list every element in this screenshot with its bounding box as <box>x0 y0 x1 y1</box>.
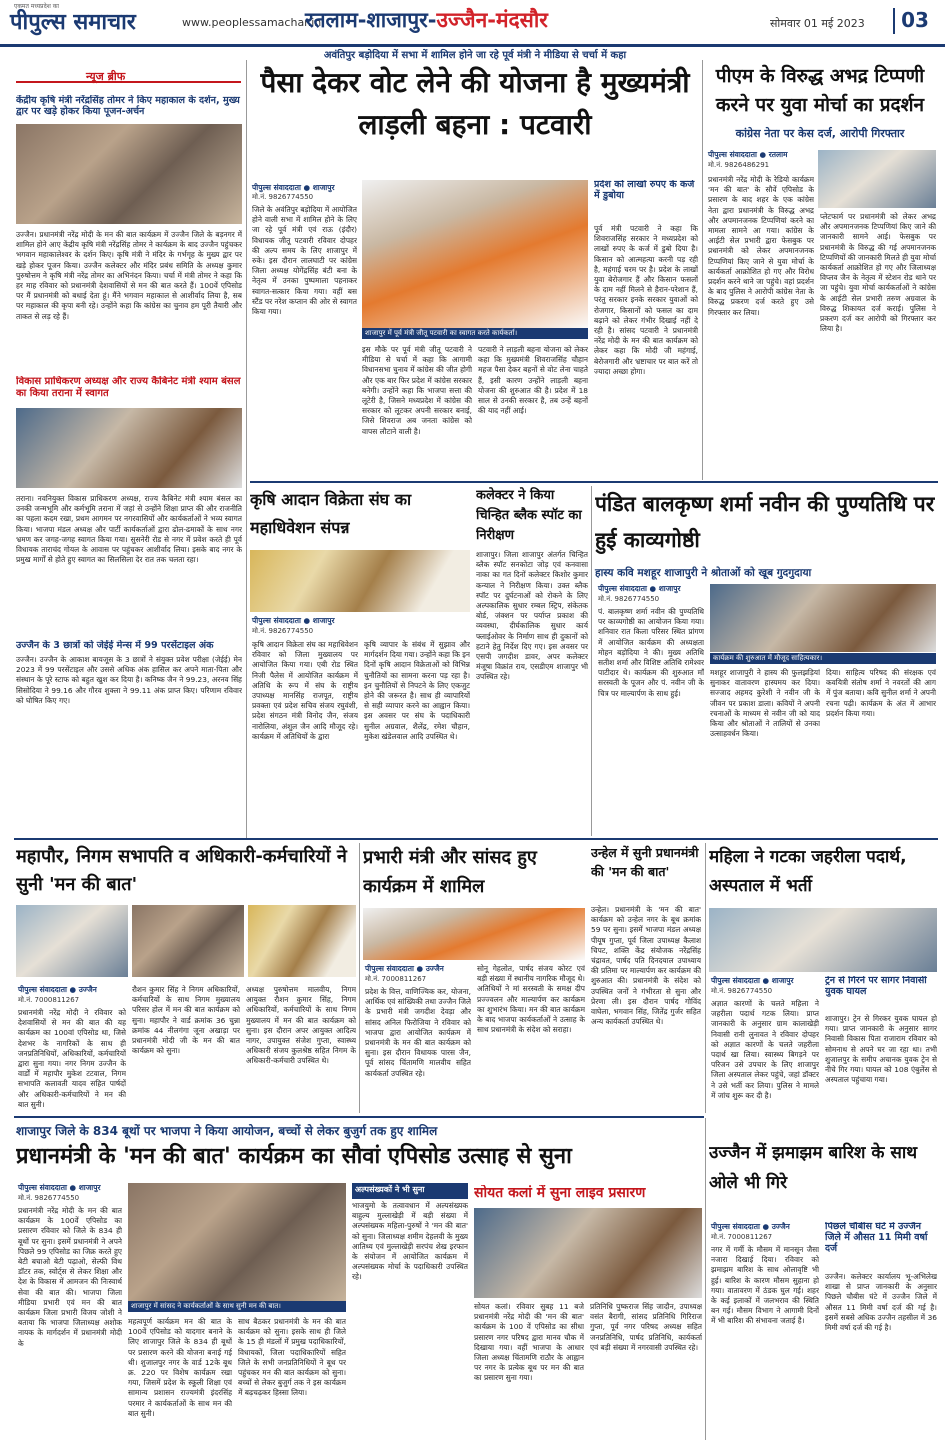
lead-photo-caption: शाजापुर में पूर्व मंत्री जीतू पटवारी का स्वागत करते कार्यकर्ता। <box>362 328 588 339</box>
mahila-story-1: अज्ञात कारणों के चलते महिला ने जहरीला पदार्थ गटक लिया। प्राप्त जानकारी के अनुसार ग्राम कालाखेड़ी निवासी रानी लुनावत ने रविवार दोपहर को अज्ञात कारणों के चलते जहरीला पदार्थ खा लिया। स्वास्थ्य बिगड़ने पर परिजन उसे उपचार के लिए शाजापुर जिला अस्पताल लेकर पहुंचे, जहां डॉक्टर ने उसे भर्ती कर लिया। पुलिस ने मामले में जांच शुरू कर दी है। <box>711 999 819 1100</box>
brief-headline-3[interactable]: उज्जैन के 3 छात्रों को जेईई मेन्स में 99 परसेंटाइल अंक <box>16 640 214 651</box>
mahila-phone: मो.नं. 9826774550 <box>711 987 773 995</box>
pandit-photo-caption: कार्यक्रम की शुरुआत में मौजूद साहित्यकार। <box>710 653 936 664</box>
soyat-story-2: प्रतिनिधि पुष्कराज सिंह जादौन, उपाध्यक्ष वसंत बैरागी, सांसद प्रतिनिधि गिरिराज गुप्ता, पूर्व नगर परिषद अध्यक्ष सहित जनप्रतिनिधि, पार्षद प्रतिनिधि, कार्यकर्ता एवं बड़ी संख्या में नगरवासी उपस्थित रहे। <box>590 1302 702 1352</box>
unhel-story: उन्हेल। प्रधानमंत्री के 'मन की बात' कार्यक्रम को उन्हेल नगर के बूथ क्रमांक 59 पर सुना। इसमें भाजपा मंडल अध्यक्ष पीयूष गुप्ता, पूर्व जिला उपाध्यक्ष कैलाश चिपट, शक्ति केंद्र संयोजक नरेंद्रसिंह चंद्रावत, पार्षद पति दिनदयाल उपाध्याय की प्रतिमा पर माल्यार्पण कर कार्यक्रम की शुरुआत की। प्रधानमंत्री के संदेश को उपस्थित जनों ने गंभीरता से सुना और प्रेरणा ली। इस दौरान पार्षद गोविंद वाघेला, भगवान सिंह, जितेंद्र गुर्जर सहित अन्य कार्यकर्ता उपस्थित थे। <box>591 905 701 1027</box>
lead-sidebar-story: पूर्व मंत्री पटवारी ने कहा कि शिवराजसिंह सरकार ने मध्यप्रदेश को लाखों रुपए के कर्ज में डुबो दिया है। किसान को आत्महत्या करनी पड़ रही है, महंगाई चरम पर है। प्रदेश के लाखों युवा बेरोजगार हैं और किसान फसलों के दाम नहीं मिलने से हैरान-परेशान हैं, परंतु सरकार इनके सरकार युवाओं को रोजगार, किसानों को फसल का दाम बढ़ाने को लेकर गंभीर दिखाई नहीं दे रही है। सांसद पटवारी ने प्रधानमंत्री नरेंद्र मोदी के मन की बात कार्यक्रम को लेकर कहा कि मोदी जी महंगाई, बेरोजगारी और भ्रष्टाचार पर बात करें तो ज्यादा अच्छा होगा। <box>594 224 698 376</box>
krishi-headline[interactable]: कृषि आदान विक्रेता संघ का महाधिवेशन संपन्न <box>250 490 412 537</box>
shajapur-kicker: शाजापुर जिले के 834 बूथों पर भाजपा ने किया आयोजन, बच्चों से लेकर बुजुर्ग तक हुए शामिल <box>16 1124 438 1138</box>
lead-phone: मो.नं. 9826774550 <box>252 193 314 201</box>
website-url[interactable]: www.peoplessamachar.in <box>182 16 322 29</box>
brief-photo-2 <box>16 408 242 488</box>
lead-byline: पीपुल्स संवाददाता ● शाजापुर <box>252 183 335 192</box>
brief-headline-1[interactable]: केंद्रीय कृषि मंत्री नरेंद्रसिंह तोमर ने किए महाकाल के दर्शन, मुख्य द्वार पर खड़े होकर किया पूजन-अर्चन <box>16 95 240 118</box>
pandit-story-1: पं. बालकृष्ण शर्मा नवीन की पुण्यतिथि पर काव्यगोष्ठी का आयोजन किया गया। शनिवार रात किला परिसर स्थित प्रांगण में आयोजित कार्यक्रम की अध्यक्षता मोहन बड़ोदिया ने की। मुख्य अतिथि सतीश शर्मा और विशिष्ट अतिथि रामेश्वर पाटीदार थे। कार्यक्रम की शुरुआत माँ सरस्वती के पूजन और पं. नवीन जी के चित्र पर माल्यार्पण के साथ हुई। <box>598 607 704 698</box>
collector-story: शाजापुर। जिला शाजापुर अंतर्गत चिन्हित ब्लैक स्पॉट सनकोटा जोड़ एवं कनवासा नाका का गत दिनों कलेक्टर किशोर कुमार कन्याल ने निरीक्षण किया। उक्त ब्लैक स्पॉट पर दुर्घटनाओं को रोकने के लिए अल्पकालिक सुधार रम्बल स्ट्रिप, संकेतक बोर्ड, जंक्शन पर पर्याप्त प्रकाश की व्यवस्था, दीर्घकालिक सुधार कार्य फ्लाईओवर के निर्माण साथ ही दुकानों को हटाने हेतु निर्देश दिए गए। इस अवसर पर एसपी जगदीश डावर, अपर कलेक्टर मंजूषा विक्रांत राय, एसडीएम शाजापुर भी उपस्थित रहे। <box>476 550 588 682</box>
mahapaur-story-1: प्रधानमंत्री नरेंद्र मोदी ने रविवार को देशवासियों से मन की बात की यह कार्यक्रम का 100वां एपिसोड था, जिसे देशभर के नागरिकों के साथ ही जनप्रतिनिधियों, अधिकारियों, कर्मचारियों द्वारा सुना गया। नगर निगम उज्जैन के वार्डों में महापौर मुकेश टटवाल, निगम सभापति कलावती यादव सहित पार्षदों और अधिकारी-कर्मचारियों ने मन की बात सुनी। <box>18 1008 126 1109</box>
pandit-story-2: मशहूर शाजापुरी ने हास्य की फुलझड़ियां सुनाकर वातावरण हास्यमय कर दिया। सज्जाद अहमद कुरेशी ने नवीन जी के जीवन पर प्रकाश डाला। कवियों ने अपनी रचनाओं के माध्यम से नवीन जी को याद किया और श्रोताओं ने तालियों से उनका उत्साहवर्धन किया। <box>710 668 820 739</box>
krishi-story-2: कृषि व्यापार के संबंध में सुझाव और मार्गदर्शन दिया गया। उन्होंने कहा कि इन दिनों कृषि आदान विक्रेताओं को विभिन्न चुनौतियों का सामना करना पड़ रहा है। इन चुनौतियों से निपटने के लिए एकजुट होने की जरूरत है। साथ ही व्यापारियों से सही व्यापार करने का आह्वान किया। इस अवसर पर संघ के पदाधिकारी सुनील अग्रवाल, शैलेंद्र, रमेश चौहान, मुकेश खंडेलवाल आदि उपस्थित थे। <box>364 640 470 741</box>
pandit-photo <box>710 584 936 652</box>
pm-story-2: प्लेटफार्म पर प्रधानमंत्री को लेकर अभद्र और अपमानजनक टिप्पणियां किए जाने की जानकारी सामने आई। फेसबुक पर प्रधानमंत्री के विरुद्ध की गई अपमानजनक टिप्पणियों की जानकारी मिलते ही युवा मोर्चा कार्यकर्ता आक्रोशित हो गए और जिलाध्यक्ष विप्लव जैन के नेतृत्व में स्टेशन रोड थाने पर जा पहुंचे। युवा मोर्चा कार्यकर्ताओं ने कांग्रेस के आईटी सेल प्रभारी तरुण अग्रवाल के विरुद्ध शिकायत दर्ज कराई। पुलिस ने प्रकरण दर्ज कर आरोपी को गिरफ्तार कर लिया है। <box>820 212 936 334</box>
edition-date: सोमवार 01 मई 2023 <box>770 17 865 30</box>
region-part-b: उज्जैन-मंदसौर <box>436 8 548 32</box>
train-story: शाजापुर। ट्रेन से गिरकर युवक घायल हो गया। प्राप्त जानकारी के अनुसार सागर निवासी विकास पिता राजाराम रविवार को सोमनाथ से अपने घर जा रहा था। तभी शुजालपुर के समीप अचानक युवक ट्रेन से नीचे गिर गया। घायल को 108 एंबुलेंस से अस्पताल पहुंचाया गया। <box>825 1014 937 1085</box>
brief-story-1: उज्जैन। प्रधानमंत्री नरेंद्र मोदी के मन की बात कार्यक्रम में उज्जैन जिले के बड़नगर में शामिल होने आए केंद्रीय कृषि मंत्री नरेंद्रसिंह तोमर ने कार्यक्रम के बाद उज्जैन पहुंचकर भगवान महाकालेश्वर के दर्शन किए। कृषि मंत्री ने मंदिर के गर्भगृह के मुख्य द्वार पर खड़े होकर पूजन किया। उज्जैन कलेक्टर और मंदिर प्रबंध समिति के अध्यक्ष कुमार पुरुषोत्तम ने कृषि मंत्री नरेंद्र तोमर का अभिनंदन किया। चर्चा में मंत्री तोमर ने कहा कि हर माह रविवार को प्रधानमंत्री देशवासियों से मन की बात करते हैं। 100वें एपिसोड पर मैं प्रधानमंत्री को बधाई देता हूं। मैंने भगवान महाकाल से आशीर्वाद लिया है, सब पर महाकाल की कृपा बनी रहे। उन्होंने कहा कि कांग्रेस का चुनाव हम पूरी तैयारी और ताकत से लड़ रहे हैं। <box>16 230 242 321</box>
prabhari-story-2: सोनू गेहलोत, पार्षद संजय कोरट एवं बड़ी संख्या में स्थानीय नागरिक मौजूद थे। अतिथियों ने मां सरस्वती के समक्ष दीप प्रज्ज्वलन और माल्यार्पण कर कार्यक्रम का शुभारंभ किया। मन की बात कार्यक्रम के बाद भाजपा कार्यकर्ताओं ने उत्साह के साथ प्रधानमंत्री के संदेश को सराहा। <box>477 964 585 1035</box>
prabhari-story-1: प्रदेश के वित्त, वाणिज्यिक कर, योजना, आर्थिक एवं सांख्यिकी तथा उज्जैन जिले के प्रभारी मंत्री जगदीश देवड़ा और सांसद अनिल फिरोजिया ने रविवार को भाजपा द्वारा आयोजित कार्यक्रम में प्रधानमंत्री के मन की बात कार्यक्रम को सुना। इस दौरान विधायक पारस जैन, पूर्व सांसद चिंतामणि मालवीय सहित कार्यकर्ता उपस्थित रहे। <box>365 987 471 1078</box>
lead-column-3: पटवारी ने लाड़ली बहना योजना को लेकर कहा कि मुख्यमंत्री शिवराजसिंह चौहान महज पैसा देकर बहनों से वोट लेना चाहते हैं, इसी कारण उन्होंने लाड़ली बहना योजना की शुरुआत की है। प्रदेश में 18 साल से उनकी सरकार है, तब उन्हें बहनों की याद नहीं आई। <box>478 345 588 416</box>
mahapaur-headline[interactable]: महापौर, निगम सभापति व अधिकारी-कर्मचारियों ने सुनी 'मन की बात' <box>16 846 347 895</box>
mahila-headline[interactable]: महिला ने गटका जहरीला पदार्थ, अस्पताल में भर्ती <box>709 847 907 896</box>
soyat-headline[interactable]: सोयत कलां में सुना लाइव प्रसारण <box>474 1185 646 1201</box>
prabhari-phone: मो.नं. 7000811267 <box>365 975 427 983</box>
pandit-subheadline: हास्य कवि मशहूर शाजापुरी ने श्रोताओं को खूब गुदगुदाया <box>595 567 812 579</box>
krishi-story-1: कृषि आदान विक्रेता संघ का महाधिवेशन रविवार को जिला मुख्यालय पर आयोजित किया गया। एबी रोड स्थित निजी पैलेस में आयोजित कार्यक्रम में अतिथि के रूप में संघ के राष्ट्रीय उपाध्यक्ष मानसिंह राजपूत, राष्ट्रीय प्रवक्ता एवं प्रदेश सचिव संजय रघुवंशी, प्रदेश संगठन मंत्री विनोद जैन, संजय नारोलिया, अंशुल जैन आदि मौजूद रहे। कार्यक्रम में अतिथियों के द्वारा <box>252 640 358 741</box>
lead-kicker: अवंतिपुर बड़ोदिया में सभा में शामिल होने जा रहे पूर्व मंत्री ने मीडिया से चर्चा में कहा <box>323 50 627 61</box>
pm-story-1: प्रधानमंत्री नरेंद्र मोदी के रेडियो कार्यक्रम 'मन की बात' के सौवें एपिसोड के प्रसारण के बाद शहर के एक कांग्रेस नेता द्वारा प्रधानमंत्री के विरुद्ध अभद्र और अपमानजनक टिप्पणियां करने का मामला सामने आ गया। कांग्रेस के आईटी सेल प्रभारी द्वारा फेसबुक पर प्रधानमंत्री को लेकर अपमानजनक टिप्पणियां किए जाने से युवा मोर्चा के कार्यकर्ता आक्रोशित हो गए और विरोध प्रदर्शन करने थाने जा पहुंचे। वहां प्रदर्शन के बाद पुलिस ने आरोपी कांग्रेस नेता के विरुद्ध प्रकरण दर्ज करते हुए उसे गिरफ्तार कर लिया। <box>708 175 814 317</box>
mahapaur-phone: मो.नं. 7000811267 <box>18 996 80 1004</box>
brief-label: न्यूज ब्रीफ <box>86 70 126 83</box>
brief-story-2: तराना। नवनियुक्त विकास प्राधिकरण अध्यक्ष, राज्य कैबिनेट मंत्री श्याम बंसल का उनकी जन्मभूमि और कर्मभूमि तराना में जहां से उन्होंने शिक्षा प्राप्त की और राजनीति का पहला कदम रखा, प्रथम आगमन पर नगरवासियों और कार्यकर्ताओं ने भव्य स्वागत किया। भाजपा मंडल अध्यक्ष और पार्टी कार्यकर्ताओं द्वारा ढोल-ढमाकों के साथ नगर भ्रमण कर जगह-जगह स्वागत किया गया। सुसनेरी रोड से नगर में प्रवेश करते ही पूर्व विधायक ताराचंद गोयल के आवास पर पहुंचकर आशीर्वाद लिया। इसके बाद नगर के प्रमुख मार्गों से होते हुए स्वागत का सिलसिला देर रात तक चलता रहा। <box>16 494 242 565</box>
region-title <box>305 6 548 34</box>
mahapaur-photo-3 <box>248 905 356 977</box>
section-rule <box>14 838 938 840</box>
soyat-photo <box>474 1208 702 1298</box>
column-divider <box>705 843 706 1113</box>
prabhari-photo <box>363 908 585 960</box>
mahapaur-story-3: अध्यक्ष पुरुषोत्तम मालवीय, निगम आयुक्त रौशन कुमार सिंह, निगम अधिकारियों, कर्मचारियों के साथ निगम मुख्यालय में मन की बात कार्यक्रम को सुना। इस दौरान अपर आयुक्त आदित्य नागर, उपायुक्त संजेश गुप्ता, स्वास्थ्य अधिकारी संजय कुलश्रेष्ठ सहित निगम के अधिकारी-कर्मचारी उपस्थित थे। <box>246 985 356 1066</box>
section-rule <box>14 1116 704 1118</box>
pm-byline: पीपुल्स संवाददाता ● रतलाम <box>708 150 788 159</box>
column-divider <box>359 843 360 1113</box>
pm-subheadline: कांग्रेस नेता पर केस दर्ज, आरोपी गिरफ्तार <box>735 127 905 140</box>
lead-column-1: जिले के अवंतिपुर बड़ोदिया में आयोजित होने वाली सभा में शामिल होने के लिए जा रहे पूर्व मंत्री एवं राऊ (इंदौर) विधायक जीतू पटवारी रविवार दोपहर की अल्प समय के लिए शाजापुर में रुके। इस दौरान लालघाटी पर कांग्रेस जिला अध्यक्ष योगेंद्रसिंह बंटी बना के नेतृत्व में उनका पुष्पमाला पहनाकर स्वागत-सत्कार किया गया। वहीं बस स्टैंड पर नरेश कप्तान की ओर से स्वागत किया गया। <box>252 205 357 317</box>
pm-photo <box>818 150 936 208</box>
lead-column-2: इस मौके पर पूर्व मंत्री जीतू पटवारी ने मीडिया से चर्चा में कहा कि आगामी विधानसभा चुनाव में कांग्रेस की जीत होगी और एक बार फिर प्रदेश में कांग्रेस सरकार बनेगी। उन्होंने कहा कि भाजपा सत्ता की लूटेरी है, जिसने मध्यप्रदेश में कांग्रेस की सरकार को लूटकर अपनी सरकार बनाई, जिसे शिवराज अब जनता कांग्रेस को वापस लौटाने वाली है। <box>362 345 472 436</box>
mahila-photo <box>709 908 937 972</box>
rain-sidebar-story: उज्जैन। कलेक्टर कार्यालय भू-अभिलेख शाखा से प्राप्त जानकारी के अनुसार पिछले चौबीस घंटे में उज्जैन जिले में औसत 11 मिमी वर्षा दर्ज की गई है। इसमें सबसे अधिक उज्जैन तहसील में 36 मिमी वर्षा दर्ज की गई है। <box>825 1272 937 1333</box>
rain-headline[interactable]: उज्जैन में झमाझम बारिश के साथ ओले भी गिरे <box>709 1143 918 1193</box>
region-part-a: रतलाम-शाजापुर- <box>305 8 437 32</box>
rain-byline: पीपुल्स संवाददाता ● उज्जैन <box>711 1222 790 1231</box>
shajapur-byline: पीपुल्स संवाददाता ● शाजापुर <box>18 1183 101 1192</box>
page-number: 03 <box>893 8 935 34</box>
mahapaur-byline: पीपुल्स संवाददाता ● उज्जैन <box>18 985 97 994</box>
column-divider <box>246 60 247 840</box>
section-rule <box>250 481 938 483</box>
soyat-story-1: सोयत कलां। रविवार सुबह 11 बजे प्रधानमंत्री नरेंद्र मोदी की 'मन की बात' कार्यक्रम के 100 वें एपिसोड का सीधा प्रसारण नगर परिषद द्वारा मानव चौक में दिखाया गया। वहीं भाजपा के आधार जिला अध्यक्ष चिंतामणि राठौर के आह्वान पर नगर के प्रत्येक बूथ पर मन की बात का प्रसारण सुना गया। <box>474 1302 584 1383</box>
column-divider <box>702 60 703 480</box>
pandit-headline[interactable]: पंडित बालकृष्ण शर्मा नवीन की पुण्यतिथि पर हुई काव्यगोष्ठी <box>595 492 935 552</box>
lead-photo <box>362 180 588 328</box>
shajapur-story-2: महत्वपूर्ण कार्यक्रम मन की बात के 100वें एपिसोड को यादगार बनाने के लिए शाजापुर जिले के 834 ही बूथों पर प्रसारण करने की योजना बनाई गई थी। शुजालपुर नगर के वार्ड 12के बूथ क्र. 220 पर विशेष कार्यक्रम रखा गया, जिसमें प्रदेश के स्कूली शिक्षा एवं सामान्य प्रशासन राज्यमंत्री इंदरसिंह परमार ने कार्यकर्ताओं के साथ मन की बात सुनी। <box>128 1317 232 1418</box>
logo-tagline: एकमत मध्यप्रदेश का <box>14 3 59 10</box>
rain-phone: मो.नं. 7000811267 <box>711 1233 773 1241</box>
pm-headline[interactable]: पीएम के विरुद्ध अभद्र टिप्पणी करने पर युवा मोर्चा का प्रदर्शन <box>715 65 925 116</box>
shajapur-story-3: साथ बैठकर प्रधानमंत्री के मन की बात कार्यक्रम को सुना। इसके साथ ही जिले के 15 ही मंडलों में प्रमुख पदाधिकारियों, विधायकों, जिला पदाधिकारियों सहित जिले के सभी जनप्रतिनिधियों ने बूथ पर पहुंचकर मन की बात कार्यक्रम को सुना। बच्चों से लेकर बुजुर्ग तक ने इस कार्यक्रम में बढ़चढ़कर हिस्सा लिया। <box>238 1317 346 1398</box>
mahapaur-photo-2 <box>132 905 244 977</box>
newspaper-logo[interactable]: पीपुल्स समाचार <box>10 10 136 35</box>
brief-label-bar <box>16 65 241 83</box>
krishi-phone: मो.नं. 9826774550 <box>252 627 314 635</box>
mahapaur-story-2: रौशन कुमार सिंह ने निगम अधिकारियों, कर्मचारियों के साथ निगम मुख्यालय परिसर होल में मन की बात कार्यक्रम को सुना। महापौर ने वार्ड क्रमांक 36 चुन्ना क्रमांक 44 नीलगंगा जूना अखाड़ा पर प्रधानमंत्री मोदी जी के मन की बात कार्यक्रम को सुना। <box>132 985 240 1056</box>
krishi-byline: पीपुल्स संवाददाता ● शाजापुर <box>252 616 335 625</box>
column-divider <box>705 1118 706 1440</box>
train-headline[interactable]: ट्रेन से गिरने पर सागर निवासी युवक घायल <box>825 976 927 997</box>
collector-headline[interactable]: कलेक्टर ने किया चिन्हित ब्लैक स्पॉट का निरीक्षण <box>476 488 582 543</box>
minority-headline[interactable]: अल्पसंख्यकों ने भी सुना <box>352 1183 468 1199</box>
shajapur-story-1: प्रधानमंत्री नरेंद्र मोदी के मन की बात कार्यक्रम के 100वें एपिसोड का प्रसारण रविवार को जिले के 834 ही बूथों पर सुना। इसमें प्रधानमंत्री ने अपने पिछले 99 एपिसोड का जिक्र करते हुए बेटी बचाओ बेटी पढ़ाओ, सेल्फी विथ डॉटर तक, स्वोर्ट्स से लेकर शिक्षा और देश के विकास में आमजन की निःस्वार्थ सेवा की बात की। भाजपा जिला मीडिया प्रभारी एवं मन की बात कार्यक्रम जिला प्रभारी विजय जोशी ने बताया कि भाजपा जिलाध्यक्ष अशोक नायक के मार्गदर्शन में प्रधानमंत्री मोदी के <box>18 1206 122 1348</box>
pandit-byline: पीपुल्स संवाददाता ● शाजापुर <box>598 584 681 593</box>
brief-photo-1 <box>16 124 242 224</box>
shajapur-photo-caption: शाजापुर में सांसद ने कार्यकर्ताओं के साथ सुनी मन की बात। <box>128 1301 346 1312</box>
pandit-phone: मो.नं. 9826774550 <box>598 595 660 603</box>
pandit-story-3: दिया। साहित्य परिषद की संरक्षक एवं कवयित्री संतोष शर्मा ने नवरतों की आग में पुंज बताया। कवि सुनील शर्मा ने अपनी रचना पढ़ी। कार्यक्रम के अंत में आभार प्रदर्शन किया गया। <box>826 668 936 718</box>
minority-story: भाजयुमो के तत्वावधान में अल्पसंख्यक बाहुल्य मुल्लाखेड़ी में बड़ी संख्या में अल्पसंख्यक महिला-पुरुषों ने 'मन की बात' को सुना। जिलाध्यक्ष शमीम देहलवी के मुख्य आतिथ्य एवं मुल्लाखेड़ी सरपंच शेख इरफान के संयोजन में आयोजित कार्यक्रम में अल्पसंख्यक मोर्चा के पदाधिकारी उपस्थित रहे। <box>352 1201 468 1282</box>
mahapaur-photo-1 <box>16 905 128 977</box>
lead-sidebar-headline[interactable]: प्रदेश को लाखों रुपए के कर्ज में डुबोया <box>594 180 695 201</box>
krishi-photo <box>250 550 470 612</box>
shajapur-photo <box>128 1183 346 1301</box>
shajapur-phone: मो.नं. 9826774550 <box>18 1194 80 1202</box>
lead-headline[interactable]: पैसा देकर वोट लेने की योजना है मुख्यमंत्री लाड़ली बहना : पटवारी <box>260 66 690 141</box>
unhel-headline[interactable]: उन्हेल में सुनी प्रधानमंत्री की 'मन की बात' <box>591 845 699 879</box>
column-divider <box>591 486 592 836</box>
shajapur-headline[interactable]: प्रधानमंत्री के 'मन की बात' कार्यक्रम का सौवां एपिसोड उत्साह से सुना <box>16 1144 572 1169</box>
prabhari-byline: पीपुल्स संवाददाता ● उज्जैन <box>365 964 444 973</box>
pm-phone: मो.नं. 9826486291 <box>708 161 770 169</box>
prabhari-headline[interactable]: प्रभारी मंत्री और सांसद हुए कार्यक्रम में शामिल <box>363 847 537 897</box>
brief-headline-2[interactable]: विकास प्राधिकरण अध्यक्ष और राज्य कैबिनेट मंत्री श्याम बंसल का किया तराना में स्वागत <box>16 376 241 399</box>
brief-story-3: उज्जैन। उज्जैन के आकाश बायजूस के 3 छात्रों ने संयुक्त प्रवेश परीक्षा (जेईई) मेन 2023 में 99 परसेंटाइल और उससे अधिक अंक हासिल कर अपने माता-पिता और संस्थान के पूरे स्टाफ को बहुत खुश कर दिया है। कनिष्क जैन ने 99.23, अरनव सिंह सिसोदिया ने 99.16 और गौरव शुक्ला ने 99.11 अंक प्राप्त किए। परिणाम रविवार को घोषित किए गए। <box>16 655 242 705</box>
mahila-byline: पीपुल्स संवाददाता ● शाजापुर <box>711 976 794 985</box>
rain-story: नगर में गर्मी के मौसम में मानसून जैसा नजारा दिखाई दिया। रविवार को झमाझम बारिश के साथ ओलावृष्टि भी हुई। बारिश के कारण मौसम सुहाना हो गया। वातावरण में ठंडक घुल गई। शहर के कई इलाकों में जलभराव की स्थिति बन गई। मौसम विभाग ने आगामी दिनों में भी बारिश की संभावना जताई है। <box>711 1245 819 1326</box>
rain-sidebar-headline[interactable]: पिछले चौबीस घंटे में उज्जैन जिले में औसत 11 मिमी वर्षा दर्ज <box>825 1222 928 1254</box>
